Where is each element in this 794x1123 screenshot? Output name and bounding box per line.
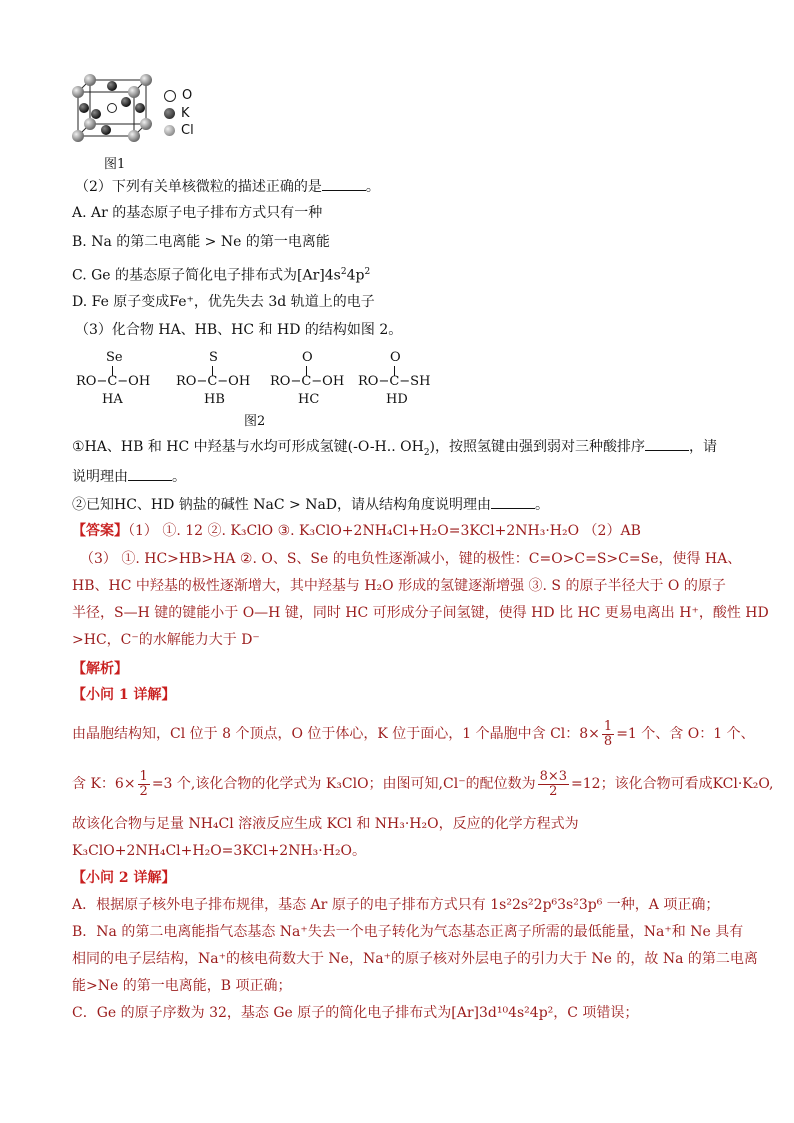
legend-k: K — [164, 106, 190, 121]
answer-line-3: HB、HC 中羟基的极性逐渐增大，其中羟基与 H₂O 形成的氢键逐渐增强 ③. S 的原子半径大于 O 的原子 — [72, 578, 726, 594]
legend-cl: Cl — [164, 123, 194, 138]
fig1-caption: 图1 — [104, 157, 126, 172]
analysis-p1: 由晶胞结构知，Cl 位于 8 个顶点，O 位于体心，K 位于面心，1 个晶胞中含 Cl：8× $\frac{1}{8}$ =1 个、含 O：1 个、 — [72, 718, 755, 749]
sub1-detail-label: 【小问 1 详解】 — [72, 687, 176, 703]
analysis-pA: A．根据原子核外电子排布规律，基态 Ar 原子的电子排布方式只有 1s²2s²2p⁶3s²3p⁶ 一种，A 项正确； — [72, 897, 720, 913]
q3-sub1-line2: 说明理由 。 — [72, 466, 186, 487]
fig1-crystal-cell — [68, 72, 158, 146]
q2-option-a: A. Ar 的基态原子电子排布方式只有一种 — [72, 205, 323, 221]
q2-option-b: B. Na 的第二电离能 > Ne 的第一电离能 — [72, 234, 330, 250]
q2-option-d: D. Fe 原子变成Fe⁺，优先失去 3d 轨道上的电子 — [72, 294, 375, 310]
analysis-pC: C．Ge 的原子序数为 32，基态 Ge 原子的简化电子排布式为[Ar]3d¹⁰4s²4p²，C 项错误； — [72, 1005, 639, 1021]
analysis-pB3: 能>Ne 的第一电离能，B 项正确； — [72, 978, 292, 994]
answer-blank[interactable] — [322, 176, 366, 191]
q2-stem: （2）下列有关单核微粒的描述正确的是 。 — [75, 176, 380, 197]
fig2-caption: 图2 — [244, 414, 266, 429]
crystal-cell-diagram — [68, 72, 158, 146]
legend-o: O — [164, 88, 192, 103]
fraction: $\frac{1}{2}$ — [139, 768, 148, 799]
answer-line-2: （3） ①. HC>HB>HA ②. O、S、Se 的电负性逐渐减小，键的极性：C=O>C=S>C=Se，使得 HA、 — [80, 551, 742, 567]
sub2-detail-label: 【小问 2 详解】 — [72, 870, 176, 886]
analysis-p3: 故该化合物与足量 NH₄Cl 溶液反应生成 KCl 和 NH₃·H₂O，反应的化学方程式为 — [72, 816, 579, 832]
fraction: $\frac{8\times 3}{2}$ — [539, 768, 568, 799]
dark-sphere-icon — [164, 108, 175, 119]
analysis-pB1: B．Na 的第二电离能指气态基态 Na⁺失去一个电子转化为气态基态正离子所需的最低能量，Na⁺和 Ne 具有 — [72, 924, 744, 940]
analysis-p2: 含 K：6× $\frac{1}{2}$ =3 个,该化合物的化学式为 K₃ClO；由图可知,Cl⁻的配位数为 $\frac{8\times 3}{2}$ =12；该化合物可看成KCl·K₂O, — [72, 768, 774, 799]
q3-sub1: ①HA、HB 和 HC 中羟基与水均可形成氢键(-O-H.. $OH_2$)，按照氢键由强到弱对三种酸排序 ，请 — [72, 436, 717, 463]
fraction: $\frac{1}{8}$ — [603, 718, 613, 749]
answer-blank[interactable] — [645, 436, 689, 451]
answer-line-1: 【答案】（1） ①. 12 ②. K₃ClO ③. K₃ClO+2NH₄Cl+H₂O=3KCl+2NH₃·H₂O （2）AB — [72, 523, 641, 539]
q3-stem: （3）化合物 HA、HB、HC 和 HD 的结构如图 2。 — [75, 322, 403, 338]
analysis-p4: K₃ClO+2NH₄Cl+H₂O=3KCl+2NH₃·H₂O。 — [72, 843, 367, 859]
q2-option-c: C. Ge 的基态原子简化电子排布式为$[Ar]4s^24p^2$ — [72, 267, 371, 284]
answer-line-5: >HC，C⁻的水解能力大于 D⁻ — [72, 632, 260, 648]
gray-sphere-icon — [164, 125, 175, 136]
answer-blank[interactable] — [128, 466, 172, 481]
analysis-pB2: 相同的电子层结构，Na⁺的核电荷数大于 Ne，Na⁺的原子核对外层电子的引力大于 Ne 的，故 Na 的第二电离 — [72, 951, 758, 967]
analysis-label: 【解析】 — [72, 661, 128, 677]
q3-sub2: ②已知HC、HD 钠盐的碱性 NaC > NaD，请从结构角度说明理由 。 — [72, 494, 549, 515]
hollow-sphere-icon — [164, 90, 176, 102]
answer-line-4: 半径，S—H 键的键能小于 O—H 键，同时 HC 可形成分子间氢键，使得 HD 比 HC 更易电离出 H⁺，酸性 HD — [72, 605, 769, 621]
answer-label: 【答案】 — [72, 523, 128, 539]
answer-blank[interactable] — [491, 494, 535, 509]
